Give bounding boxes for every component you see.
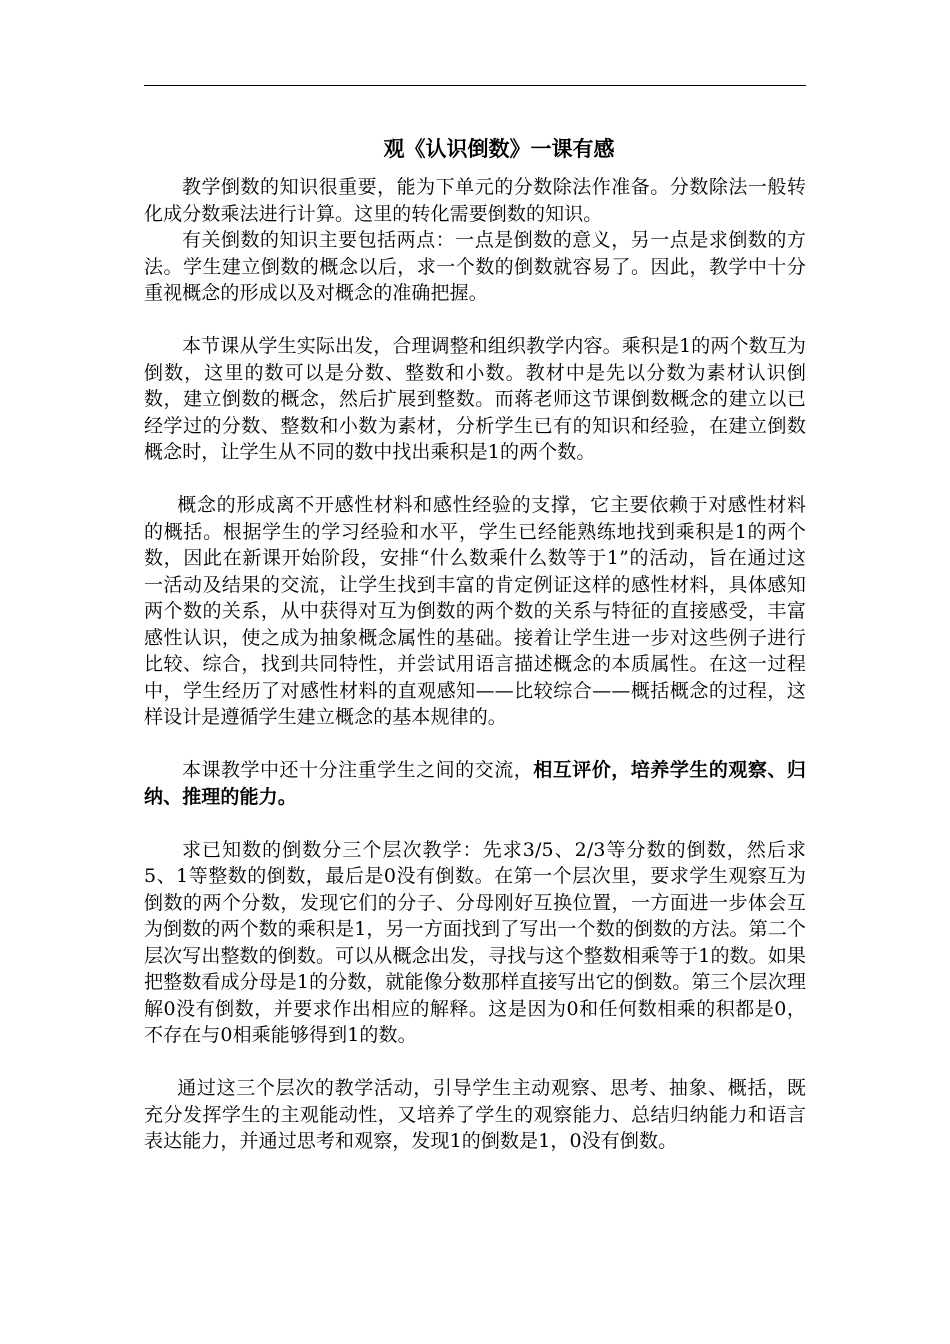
paragraph-spacer <box>144 1049 806 1076</box>
paragraph-5 <box>144 757 806 810</box>
paragraph-7: 通过这三个层次的教学活动，引导学生主动观察、思考、抽象、概括，既充分发挥学生的主观能动性，又培养了学生的观察能力、总结归纳能力和语言表达能力，并通过思考和观察，发现1的倒数是1，0没有倒数。 <box>144 1077 806 1152</box>
header-rule <box>144 85 806 86</box>
paragraph-spacer <box>144 810 806 837</box>
paragraph-spacer <box>144 731 806 758</box>
document-title: 观《认识倒数》一课有感 <box>383 137 615 161</box>
paragraph-2: 有关倒数的知识主要包括两点：一点是倒数的意义，另一点是求倒数的方法。学生建立倒数的概念以后，求一个数的倒数就容易了。因此，教学中十分重视概念的形成以及对概念的准确把握。 <box>144 229 806 304</box>
paragraph-1: 教学倒数的知识很重要，能为下单元的分数除法作准备。分数除法一般转化成分数乘法进行计算。这里的转化需要倒数的知识。 <box>144 176 806 225</box>
paragraph-4: 概念的形成离不开感性材料和感性经验的支撑，它主要依赖于对感性材料的概括。根据学生的学习经验和水平，学生已经能熟练地找到乘积是1的两个数，因此在新课开始阶段，安排“什么数乘什么数等于1”的活动，旨在通过这一活动及结果的交流，让学生找到丰富的肯定例证这样的感性材料，具体感知两个数的关系，从中获得对互为倒数的两个数的关系与特征的直接感受，丰富感性认识，使之成为抽象概念属性的基础。接着让学生进一步对这些例子进行比较、综合，找到共同特性，并尝试用语言描述概念的本质属性。在这一过程中，学生经历了对感性材料的直观感知——比较综合——概括概念的过程，这样设计是遵循学生建立概念的基本规律的。 <box>144 494 806 728</box>
paragraph-5-bold: 相互评价，培养学生的观察、归纳、推理的能力。 <box>144 759 806 808</box>
document-body <box>144 174 806 1155</box>
paragraph-5-plain: 本课教学中还十分注重学生之间的交流， <box>182 759 534 781</box>
paragraph-spacer <box>144 307 806 334</box>
paragraph-3: 本节课从学生实际出发，合理调整和组织教学内容。乘积是1的两个数互为倒数，这里的数可以是分数、整数和小数。教材中是先以分数为素材认识倒数，建立倒数的概念，然后扩展到整数。而蒋老师这节课倒数概念的建立以已经学过的分数、整数和小数为素材，分析学生已有的知识和经验，在建立倒数概念时，让学生从不同的数中找出乘积是1的两个数。 <box>144 335 806 463</box>
paragraph-spacer <box>144 466 806 493</box>
paragraph-6: 求已知数的倒数分三个层次教学：先求3/5、2/3等分数的倒数，然后求5、1等整数的倒数，最后是0没有倒数。在第一个层次里，要求学生观察互为倒数的两个分数，发现它们的分子、分母刚好互换位置，一方面进一步体会互为倒数的两个数的乘积是1，另一方面找到了写出一个数的倒数的方法。第二个层次写出整数的倒数。可以从概念出发，寻找与这个整数相乘等于1的数。如果把整数看成分母是1的分数，就能像分数那样直接写出它的倒数。第三个层次理解0没有倒数，并要求作出相应的解释。这是因为0和任何数相乘的积都是0，不存在与0相乘能够得到1的数。 <box>144 838 806 1046</box>
